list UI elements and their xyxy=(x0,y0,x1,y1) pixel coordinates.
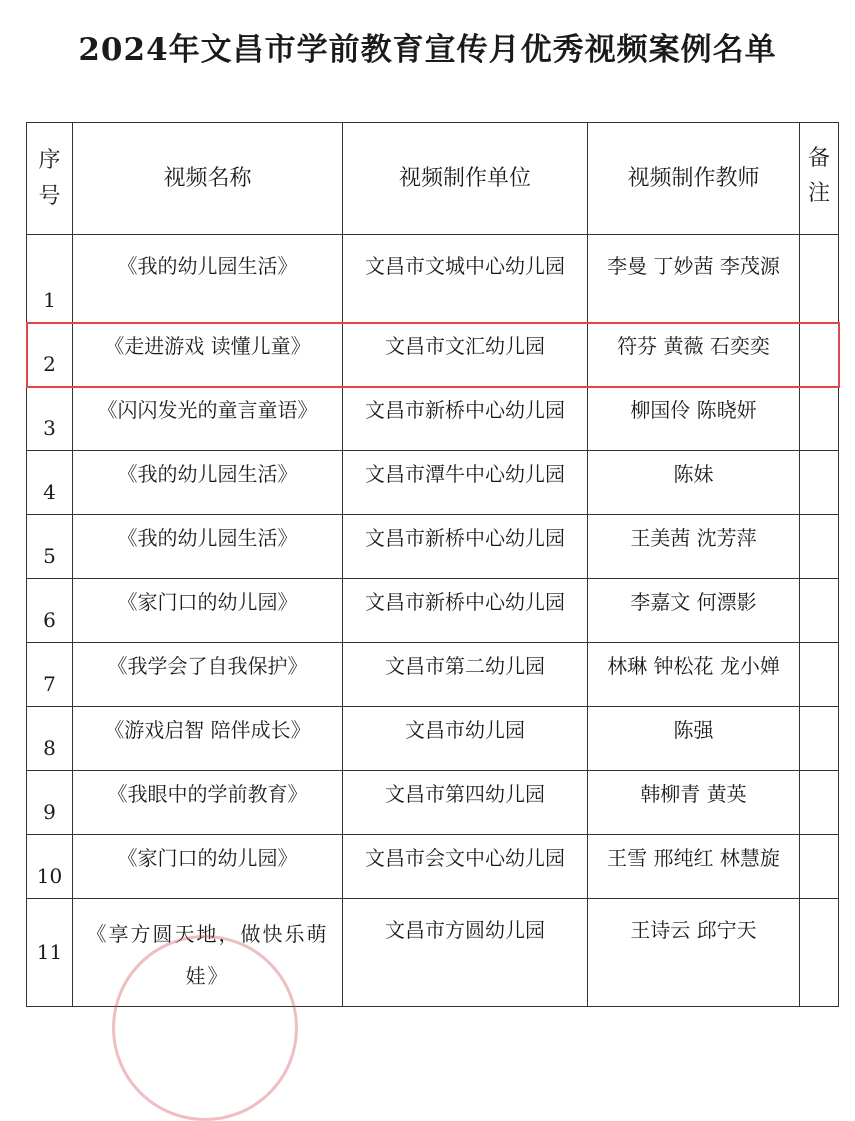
row-remark xyxy=(800,515,839,579)
row-unit: 文昌市第二幼儿园 xyxy=(343,643,588,707)
row-no: 7 xyxy=(27,643,73,707)
row-remark xyxy=(800,579,839,643)
table-row xyxy=(27,451,839,515)
row-teacher: 符芬 黄薇 石奕奕 xyxy=(588,323,800,387)
row-remark xyxy=(800,899,839,1007)
row-video-name: 《我的幼儿园生活》 xyxy=(73,451,343,515)
row-unit: 文昌市幼儿园 xyxy=(343,707,588,771)
row-unit: 文昌市第四幼儿园 xyxy=(343,771,588,835)
row-remark xyxy=(800,835,839,899)
row-teacher: 王诗云 邱宁天 xyxy=(588,899,800,1007)
row-unit: 文昌市潭牛中心幼儿园 xyxy=(343,451,588,515)
row-no: 9 xyxy=(27,771,73,835)
table-row xyxy=(27,579,839,643)
row-video-name: 《享方圆天地，做快乐萌娃》 xyxy=(73,899,343,1007)
row-teacher: 林琳 钟松花 龙小婵 xyxy=(588,643,800,707)
table-header-row xyxy=(27,123,839,235)
official-seal xyxy=(112,935,298,1121)
row-remark xyxy=(800,323,839,387)
row-no: 5 xyxy=(27,515,73,579)
row-teacher: 王雪 邢纯红 林慧旋 xyxy=(588,835,800,899)
table-row xyxy=(27,387,839,451)
document-title: 2024年文昌市学前教育宣传月优秀视频案例名单 xyxy=(78,32,777,68)
header-unit: 视频制作单位 xyxy=(343,123,588,235)
row-remark xyxy=(800,771,839,835)
row-unit: 文昌市新桥中心幼儿园 xyxy=(343,515,588,579)
row-teacher: 王美茜 沈芳萍 xyxy=(588,515,800,579)
row-teacher: 陈强 xyxy=(588,707,800,771)
table-row xyxy=(27,835,839,899)
row-teacher: 韩柳青 黄英 xyxy=(588,771,800,835)
row-remark xyxy=(800,235,839,323)
row-remark xyxy=(800,707,839,771)
header-no: 序号 xyxy=(27,123,73,235)
row-video-name: 《我的幼儿园生活》 xyxy=(73,235,343,323)
row-no: 10 xyxy=(27,835,73,899)
list-table-container xyxy=(26,122,839,1007)
row-no: 11 xyxy=(27,899,73,1007)
row-teacher: 李曼 丁妙茜 李茂源 xyxy=(588,235,800,323)
row-video-name: 《闪闪发光的童言童语》 xyxy=(73,387,343,451)
row-unit: 文昌市新桥中心幼儿园 xyxy=(343,579,588,643)
case-list-table xyxy=(26,122,839,1007)
row-teacher: 柳国伶 陈晓妍 xyxy=(588,387,800,451)
row-no: 1 xyxy=(27,235,73,323)
table-row xyxy=(27,515,839,579)
row-no: 4 xyxy=(27,451,73,515)
row-unit: 文昌市文城中心幼儿园 xyxy=(343,235,588,323)
table-row xyxy=(27,643,839,707)
row-no: 2 xyxy=(27,323,73,387)
row-video-name: 《家门口的幼儿园》 xyxy=(73,579,343,643)
row-video-name: 《家门口的幼儿园》 xyxy=(73,835,343,899)
row-unit: 文昌市会文中心幼儿园 xyxy=(343,835,588,899)
row-remark xyxy=(800,643,839,707)
row-video-name: 《游戏启智 陪伴成长》 xyxy=(73,707,343,771)
table-row xyxy=(27,235,839,323)
header-teacher: 视频制作教师 xyxy=(588,123,800,235)
row-no: 3 xyxy=(27,387,73,451)
row-teacher: 陈妹 xyxy=(588,451,800,515)
table-row xyxy=(27,771,839,835)
row-video-name: 《我的幼儿园生活》 xyxy=(73,515,343,579)
row-no: 6 xyxy=(27,579,73,643)
row-unit: 文昌市方圆幼儿园 xyxy=(343,899,588,1007)
row-video-name: 《走进游戏 读懂儿童》 xyxy=(73,323,343,387)
row-remark xyxy=(800,387,839,451)
header-remark: 备注 xyxy=(800,123,839,235)
table-row-highlighted xyxy=(27,323,839,387)
row-unit: 文昌市文汇幼儿园 xyxy=(343,323,588,387)
row-video-name: 《我眼中的学前教育》 xyxy=(73,771,343,835)
row-teacher: 李嘉文 何漂影 xyxy=(588,579,800,643)
row-video-name: 《我学会了自我保护》 xyxy=(73,643,343,707)
header-video-name: 视频名称 xyxy=(73,123,343,235)
row-remark xyxy=(800,451,839,515)
row-no: 8 xyxy=(27,707,73,771)
table-row xyxy=(27,707,839,771)
row-unit: 文昌市新桥中心幼儿园 xyxy=(343,387,588,451)
